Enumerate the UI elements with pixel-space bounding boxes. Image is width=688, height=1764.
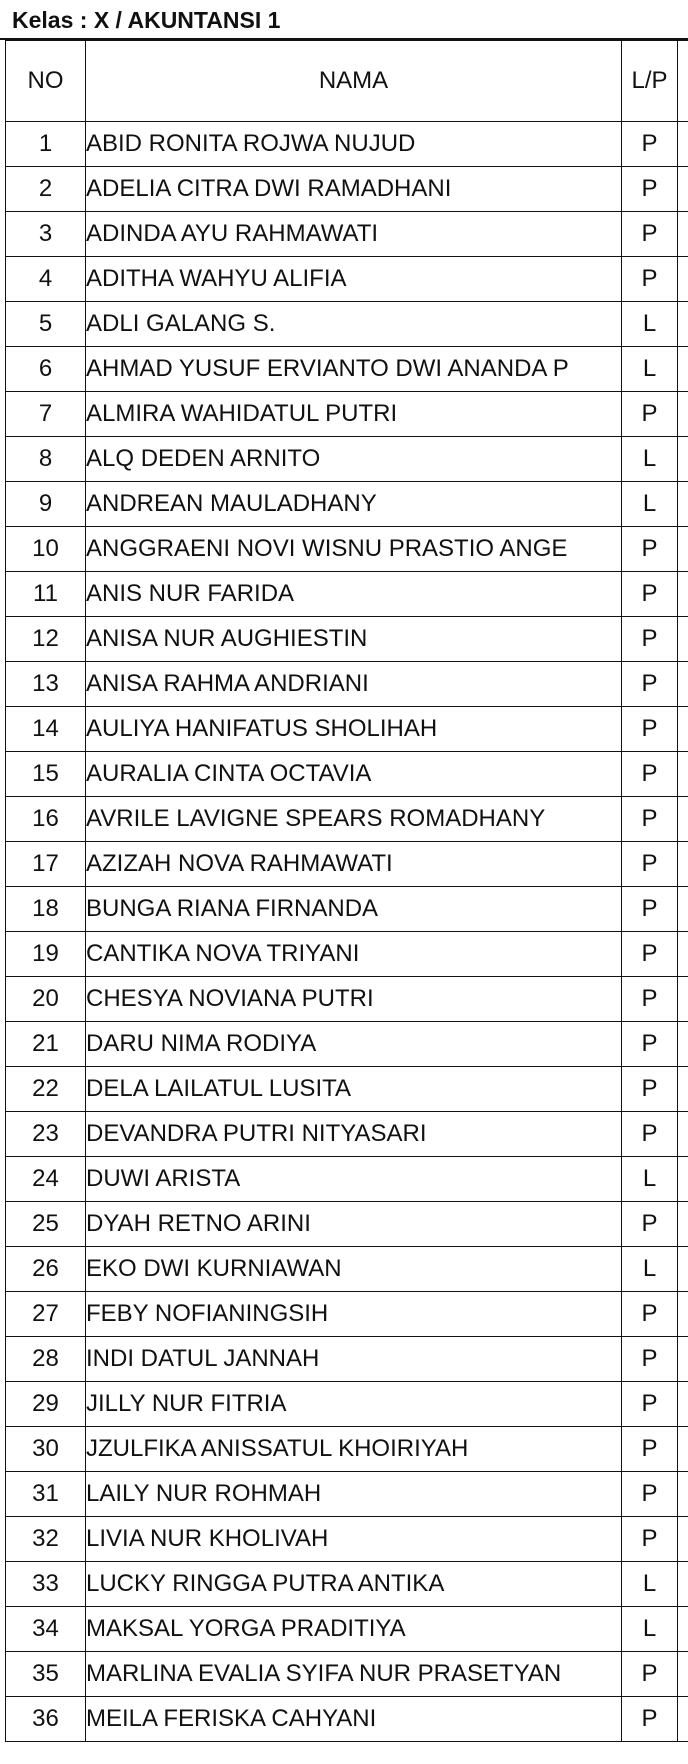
cell-extra[interactable] <box>678 1022 688 1067</box>
cell-no[interactable]: 16 <box>6 797 86 842</box>
cell-extra[interactable] <box>678 1067 688 1112</box>
cell-lp[interactable]: P <box>622 977 678 1022</box>
cell-nama[interactable]: AVRILE LAVIGNE SPEARS ROMADHANY <box>86 797 622 842</box>
cell-extra[interactable] <box>678 1157 688 1202</box>
cell-extra[interactable] <box>678 887 688 932</box>
table-row <box>6 797 688 842</box>
cell-lp[interactable]: P <box>622 1202 678 1247</box>
cell-lp[interactable]: L <box>622 1607 678 1652</box>
cell-lp[interactable]: P <box>622 617 678 662</box>
cell-no[interactable]: 23 <box>6 1112 86 1157</box>
cell-lp[interactable]: P <box>622 1697 678 1742</box>
table-row <box>6 1697 688 1742</box>
cell-no[interactable]: 35 <box>6 1652 86 1697</box>
cell-no[interactable]: 10 <box>6 527 86 572</box>
cell-nama[interactable]: AULIYA HANIFATUS SHOLIHAH <box>86 707 622 752</box>
cell-extra[interactable] <box>678 212 688 257</box>
cell-lp[interactable]: P <box>622 887 678 932</box>
cell-no[interactable]: 7 <box>6 392 86 437</box>
table-row <box>6 752 688 797</box>
cell-lp[interactable]: P <box>622 1652 678 1697</box>
cell-extra[interactable] <box>678 662 688 707</box>
cell-no[interactable]: 34 <box>6 1607 86 1652</box>
cell-no[interactable]: 6 <box>6 347 86 392</box>
header-extra-cell[interactable] <box>678 41 688 122</box>
cell-extra[interactable] <box>678 1427 688 1472</box>
cell-no[interactable]: 17 <box>6 842 86 887</box>
cell-lp[interactable]: L <box>622 1157 678 1202</box>
cell-nama[interactable]: DEVANDRA PUTRI NITYASARI <box>86 1112 622 1157</box>
table-row <box>6 1607 688 1652</box>
cell-no[interactable]: 29 <box>6 1382 86 1427</box>
cell-nama[interactable]: MARLINA EVALIA SYIFA NUR PRASETYAN <box>86 1652 622 1697</box>
table-row <box>6 257 688 302</box>
cell-nama[interactable]: ADLI GALANG S. <box>86 302 622 347</box>
cell-nama[interactable]: DYAH RETNO ARINI <box>86 1202 622 1247</box>
table-row <box>6 1382 688 1427</box>
table-row <box>6 887 688 932</box>
cell-lp[interactable]: P <box>622 1337 678 1382</box>
cell-nama[interactable]: AURALIA CINTA OCTAVIA <box>86 752 622 797</box>
cell-no[interactable]: 15 <box>6 752 86 797</box>
cell-extra[interactable] <box>678 122 688 167</box>
cell-lp[interactable]: P <box>622 842 678 887</box>
cell-extra[interactable] <box>678 1292 688 1337</box>
cell-lp[interactable]: L <box>622 302 678 347</box>
cell-extra[interactable] <box>678 1247 688 1292</box>
cell-no[interactable]: 26 <box>6 1247 86 1292</box>
cell-extra[interactable] <box>678 1337 688 1382</box>
table-row <box>6 1247 688 1292</box>
cell-nama[interactable]: CANTIKA NOVA TRIYANI <box>86 932 622 977</box>
cell-lp[interactable]: P <box>622 707 678 752</box>
table-row <box>6 617 688 662</box>
cell-extra[interactable] <box>678 302 688 347</box>
table-row <box>6 1022 688 1067</box>
cell-lp[interactable]: P <box>622 572 678 617</box>
cell-lp[interactable]: L <box>622 1562 678 1607</box>
cell-lp[interactable]: L <box>622 1247 678 1292</box>
cell-no[interactable]: 1 <box>6 122 86 167</box>
cell-lp[interactable]: P <box>622 1472 678 1517</box>
cell-no[interactable]: 4 <box>6 257 86 302</box>
header-lp[interactable]: L/P <box>622 41 678 122</box>
cell-lp[interactable]: P <box>622 257 678 302</box>
table-row <box>6 932 688 977</box>
cell-no[interactable]: 13 <box>6 662 86 707</box>
cell-nama[interactable]: FEBY NOFIANINGSIH <box>86 1292 622 1337</box>
cell-no[interactable]: 36 <box>6 1697 86 1742</box>
cell-no[interactable]: 21 <box>6 1022 86 1067</box>
cell-lp[interactable]: P <box>622 797 678 842</box>
cell-lp[interactable]: P <box>622 1517 678 1562</box>
table-row <box>6 572 688 617</box>
title-row <box>0 0 688 40</box>
cell-no[interactable]: 22 <box>6 1067 86 1112</box>
table-row <box>6 1157 688 1202</box>
cell-lp[interactable]: P <box>622 1067 678 1112</box>
cell-extra[interactable] <box>678 707 688 752</box>
cell-nama[interactable]: BUNGA RIANA FIRNANDA <box>86 887 622 932</box>
cell-lp[interactable]: P <box>622 527 678 572</box>
cell-nama[interactable]: ALQ DEDEN ARNITO <box>86 437 622 482</box>
cell-extra[interactable] <box>678 392 688 437</box>
table-row <box>6 1517 688 1562</box>
cell-nama[interactable]: ADITHA WAHYU ALIFIA <box>86 257 622 302</box>
cell-lp[interactable]: P <box>622 752 678 797</box>
cell-lp[interactable]: P <box>622 932 678 977</box>
cell-nama[interactable]: JZULFIKA ANISSATUL KHOIRIYAH <box>86 1427 622 1472</box>
cell-lp[interactable]: P <box>622 1292 678 1337</box>
cell-lp[interactable]: L <box>622 347 678 392</box>
cell-lp[interactable]: P <box>622 662 678 707</box>
header-no[interactable]: NO <box>6 41 86 122</box>
cell-no[interactable]: 19 <box>6 932 86 977</box>
cell-extra[interactable] <box>678 347 688 392</box>
cell-no[interactable]: 14 <box>6 707 86 752</box>
cell-extra[interactable] <box>678 617 688 662</box>
table-row <box>6 212 688 257</box>
cell-nama[interactable]: MEILA FERISKA CAHYANI <box>86 1697 622 1742</box>
table-row <box>6 482 688 527</box>
table-row <box>6 527 688 572</box>
cell-nama[interactable]: ADELIA CITRA DWI RAMADHANI <box>86 167 622 212</box>
cell-no[interactable]: 8 <box>6 437 86 482</box>
cell-nama[interactable]: ANDREAN MAULADHANY <box>86 482 622 527</box>
cell-nama[interactable]: ABID RONITA ROJWA NUJUD <box>86 122 622 167</box>
cell-extra[interactable] <box>678 572 688 617</box>
cell-no[interactable]: 9 <box>6 482 86 527</box>
cell-no[interactable]: 2 <box>6 167 86 212</box>
cell-nama[interactable]: ANGGRAENI NOVI WISNU PRASTIO ANGE <box>86 527 622 572</box>
cell-no[interactable]: 5 <box>6 302 86 347</box>
table-row <box>6 392 688 437</box>
cell-extra[interactable] <box>678 752 688 797</box>
cell-extra[interactable] <box>678 1652 688 1697</box>
table-row <box>6 1067 688 1112</box>
cell-nama[interactable]: LAILY NUR ROHMAH <box>86 1472 622 1517</box>
cell-lp[interactable]: P <box>622 1427 678 1472</box>
class-title: Kelas : X / AKUNTANSI 1 <box>12 7 281 33</box>
cell-nama[interactable]: DUWI ARISTA <box>86 1157 622 1202</box>
cell-extra[interactable] <box>678 977 688 1022</box>
cell-extra[interactable] <box>678 797 688 842</box>
cell-extra[interactable] <box>678 1607 688 1652</box>
cell-nama[interactable]: MAKSAL YORGA PRADITIYA <box>86 1607 622 1652</box>
cell-no[interactable]: 31 <box>6 1472 86 1517</box>
cell-nama[interactable]: ALMIRA WAHIDATUL PUTRI <box>86 392 622 437</box>
cell-lp[interactable]: P <box>622 1022 678 1067</box>
cell-extra[interactable] <box>678 167 688 212</box>
cell-nama[interactable]: DARU NIMA RODIYA <box>86 1022 622 1067</box>
table-row <box>6 1112 688 1157</box>
cell-extra[interactable] <box>678 842 688 887</box>
cell-nama[interactable]: AZIZAH NOVA RAHMAWATI <box>86 842 622 887</box>
cell-nama[interactable]: ANIS NUR FARIDA <box>86 572 622 617</box>
student-roster-table <box>5 40 688 1742</box>
cell-lp[interactable]: P <box>622 392 678 437</box>
cell-lp[interactable]: P <box>622 1112 678 1157</box>
cell-no[interactable]: 30 <box>6 1427 86 1472</box>
roster-body <box>6 122 688 1742</box>
table-row <box>6 1472 688 1517</box>
table-row <box>6 1292 688 1337</box>
table-row <box>6 1562 688 1607</box>
cell-lp[interactable]: P <box>622 167 678 212</box>
table-row <box>6 1202 688 1247</box>
table-row <box>6 302 688 347</box>
cell-no[interactable]: 32 <box>6 1517 86 1562</box>
cell-no[interactable]: 24 <box>6 1157 86 1202</box>
table-row <box>6 662 688 707</box>
header-nama[interactable]: NAMA <box>86 41 622 122</box>
table-row <box>6 707 688 752</box>
cell-no[interactable]: 20 <box>6 977 86 1022</box>
table-row <box>6 977 688 1022</box>
cell-nama[interactable]: DELA LAILATUL LUSITA <box>86 1067 622 1112</box>
cell-extra[interactable] <box>678 437 688 482</box>
cell-nama[interactable]: AHMAD YUSUF ERVIANTO DWI ANANDA P <box>86 347 622 392</box>
cell-lp[interactable]: P <box>622 122 678 167</box>
cell-extra[interactable] <box>678 1697 688 1742</box>
cell-nama[interactable]: ADINDA AYU RAHMAWATI <box>86 212 622 257</box>
cell-no[interactable]: 28 <box>6 1337 86 1382</box>
cell-nama[interactable]: EKO DWI KURNIAWAN <box>86 1247 622 1292</box>
table-row <box>6 167 688 212</box>
cell-nama[interactable]: LUCKY RINGGA PUTRA ANTIKA <box>86 1562 622 1607</box>
cell-no[interactable]: 27 <box>6 1292 86 1337</box>
cell-no[interactable]: 25 <box>6 1202 86 1247</box>
cell-nama[interactable]: ANISA RAHMA ANDRIANI <box>86 662 622 707</box>
cell-extra[interactable] <box>678 482 688 527</box>
cell-extra[interactable] <box>678 257 688 302</box>
cell-lp[interactable]: P <box>622 1382 678 1427</box>
cell-extra[interactable] <box>678 1562 688 1607</box>
cell-nama[interactable]: CHESYA NOVIANA PUTRI <box>86 977 622 1022</box>
cell-lp[interactable]: L <box>622 437 678 482</box>
cell-no[interactable]: 11 <box>6 572 86 617</box>
cell-extra[interactable] <box>678 527 688 572</box>
cell-nama[interactable]: JILLY NUR FITRIA <box>86 1382 622 1427</box>
cell-lp[interactable]: L <box>622 482 678 527</box>
table-row <box>6 842 688 887</box>
cell-nama[interactable]: INDI DATUL JANNAH <box>86 1337 622 1382</box>
table-row <box>6 122 688 167</box>
table-row <box>6 1652 688 1697</box>
cell-nama[interactable]: ANISA NUR AUGHIESTIN <box>86 617 622 662</box>
table-row <box>6 347 688 392</box>
cell-lp[interactable]: P <box>622 212 678 257</box>
cell-extra[interactable] <box>678 1472 688 1517</box>
header-row <box>6 41 688 122</box>
cell-extra[interactable] <box>678 932 688 977</box>
cell-no[interactable]: 3 <box>6 212 86 257</box>
cell-extra[interactable] <box>678 1517 688 1562</box>
cell-extra[interactable] <box>678 1202 688 1247</box>
cell-no[interactable]: 12 <box>6 617 86 662</box>
cell-no[interactable]: 18 <box>6 887 86 932</box>
table-row <box>6 1337 688 1382</box>
cell-no[interactable]: 33 <box>6 1562 86 1607</box>
table-row <box>6 437 688 482</box>
cell-extra[interactable] <box>678 1112 688 1157</box>
cell-nama[interactable]: LIVIA NUR KHOLIVAH <box>86 1517 622 1562</box>
table-row <box>6 1427 688 1472</box>
cell-extra[interactable] <box>678 1382 688 1427</box>
